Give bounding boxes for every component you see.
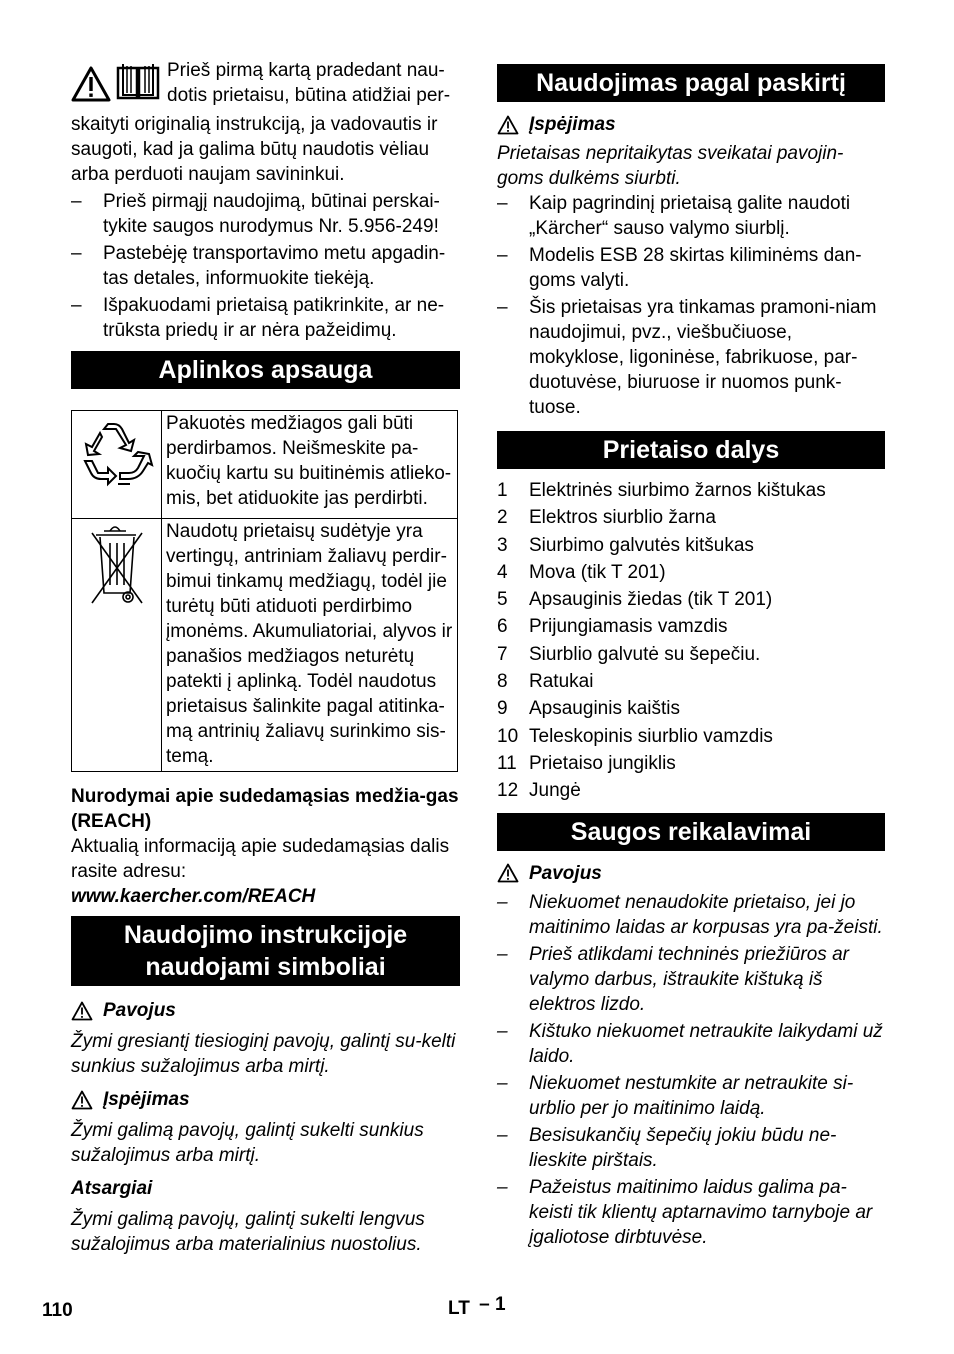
- table-row: [72, 519, 458, 772]
- reach-text: Aktualią informaciją apie sudedamąsias dalis rasite adresu:: [71, 836, 450, 882]
- language-code: LT: [448, 1298, 470, 1319]
- part-label: Prietaiso jungiklis: [529, 752, 676, 774]
- safety-warning-heading: [497, 861, 885, 886]
- right-column: [497, 64, 885, 1252]
- part-number: 4: [497, 561, 508, 583]
- list-item: [497, 668, 885, 695]
- part-number: 11: [497, 752, 517, 774]
- safety-warning-label: Pavojus: [529, 862, 602, 884]
- section-heading-safety: Saugos reikalavimai: [497, 813, 885, 851]
- list-item: – Išpakuodami prietaisą patikrinkite, ar ne-trūksta priedų ir ar nėra pažeidimų.: [71, 293, 460, 343]
- symbol-item: [71, 1176, 460, 1257]
- manual-book-icon: [115, 62, 161, 102]
- intro-block: [71, 58, 460, 187]
- symbol-heading: [71, 998, 460, 1023]
- symbol-label: Pavojus: [103, 1000, 176, 1021]
- warning-triangle-icon: [497, 863, 519, 883]
- symbol-heading: [71, 1087, 460, 1112]
- crossed-bin-icon: [72, 519, 161, 609]
- symbol-text: Žymi galimą pavojų, galintį sukelti lengvus sužalojimus arba materialinius nuostolius.: [71, 1209, 425, 1255]
- symbol-heading: [71, 1176, 460, 1201]
- intro-bullet-list: [71, 189, 460, 343]
- recycle-icon: [72, 411, 161, 511]
- list-item: – Prieš pirmąjį naudojimą, būtinai perskai-tykite saugos nurodymus Nr. 5.956-249!: [71, 189, 460, 239]
- safety-bullet-list: [497, 890, 885, 1250]
- symbol-text: Žymi gresiantį tiesioginį pavojų, galintį su-kelti sunkius sužalojimus arba mirtį.: [71, 1031, 456, 1077]
- part-number: 12: [497, 780, 519, 802]
- list-item: – Besisukančių šepečių jokiu būdu ne-lieskite pirštais.: [497, 1123, 885, 1173]
- part-label: Elektros siurblio žarna: [529, 507, 716, 529]
- section-heading-intended-use: Naudojimas pagal paskirtį: [497, 64, 885, 102]
- symbol-label: Atsargiai: [71, 1178, 153, 1199]
- list-item: [497, 750, 885, 777]
- reach-url: www.kaercher.com/REACH: [71, 886, 316, 907]
- use-warning-heading: [497, 112, 885, 137]
- warning-triangle-icon: [497, 115, 519, 135]
- part-label: Siurbimo galvutės kitšukas: [529, 534, 754, 556]
- part-label: Mova (tik T 201): [529, 561, 666, 583]
- section-heading-parts: Prietaiso dalys: [497, 431, 885, 469]
- list-item: [497, 504, 885, 531]
- warning-triangle-icon: [71, 1090, 93, 1110]
- list-item: [497, 586, 885, 613]
- part-label: Elektrinės siurbimo žarnos kištukas: [529, 480, 826, 501]
- part-label: Jungė: [529, 780, 581, 802]
- intro-icons: [71, 62, 163, 112]
- section-heading-symbols: Naudojimo instrukcijoje naudojami simboliai: [71, 916, 460, 986]
- table-cell-text: Pakuotės medžiagos gali būti perdirbamos. Neišmeskite pa-kuočių kartu su buitinėmis atlieko-mis, bet atiduokite jas perdirbti.: [162, 411, 458, 519]
- part-label: Apsauginis kaištis: [529, 698, 681, 720]
- symbol-item: [71, 1087, 460, 1168]
- list-item: [497, 477, 885, 504]
- use-warning-text: Prietaisas nepritaikytas sveikatai pavojin-goms dulkėms siurbti.: [497, 143, 844, 189]
- intro-line-2: dotis prietaisu, būtina atidžiai per-: [167, 85, 451, 106]
- list-item: [497, 723, 885, 750]
- list-item: – Niekuomet nenaudokite prietaiso, jei jo maitinimo laidas ar korpusas yra pa-žeisti.: [497, 890, 885, 940]
- sub-page-number: – 1: [479, 1294, 506, 1315]
- list-item: – Niekuomet nestumkite ar netraukite si-urblio per jo maitinimo laidą.: [497, 1071, 885, 1121]
- environment-table: [71, 410, 458, 772]
- symbol-text: Žymi galimą pavojų, galintį sukelti sunkius sužalojimus arba mirtį.: [71, 1120, 424, 1166]
- parts-list: [497, 477, 885, 805]
- part-number: 3: [497, 534, 508, 556]
- part-number: 1: [497, 480, 508, 501]
- reach-heading: Nurodymai apie sudedamąsias medžia-gas (REACH): [71, 786, 459, 832]
- part-number: 7: [497, 643, 508, 665]
- section-heading-environment: Aplinkos apsauga: [71, 351, 460, 389]
- part-number: 6: [497, 616, 508, 638]
- list-item: [497, 559, 885, 586]
- footer-language: [448, 1296, 506, 1321]
- intro-text: skaityti originalią instrukciją, ja vadovautis ir saugoti, kad ja galima būtų naudotis vėliau arba perduoti naujam savininkui.: [71, 114, 438, 185]
- part-number: 5: [497, 589, 508, 611]
- list-item: – Kištuko niekuomet netraukite laikydami už laido.: [497, 1019, 885, 1069]
- list-item: – Modelis ESB 28 skirtas kiliminėms dan-goms valyti.: [497, 243, 885, 293]
- part-label: Prijungiamasis vamzdis: [529, 616, 728, 638]
- part-number: 10: [497, 725, 519, 747]
- symbol-item: [71, 998, 460, 1079]
- table-cell-text: Naudotų prietaisų sudėtyje yra vertingų, antriniam žaliavų perdir-bimui tinkamų medžiagų, todėl jie turėtų būti atiduoti perdirbimo įmonėms. Akumuliatoriai, alyvos ir panašios medžiagos neturėtų patekti į aplinką. Todėl naudotus prietaisus šalinkite pagal atitinka-mą antrinių žaliavų surinkimo sis-temą.: [162, 519, 458, 772]
- table-row: [72, 411, 458, 519]
- part-label: Apsauginis žiedas (tik T 201): [529, 589, 773, 611]
- list-item: – Šis prietaisas yra tinkamas pramoni-niam naudojimui, pvz., viešbučiuose, mokyklose, ligoninėse, fabrikuose, par-duotuvėse, biuruose ir nuomos punk-tuose.: [497, 295, 885, 420]
- part-label: Siurblio galvutė su šepečiu.: [529, 643, 761, 665]
- list-item: – Pastebėję transportavimo metu apgadin-tas detales, informuokite tiekėją.: [71, 241, 460, 291]
- part-label: Ratukai: [529, 671, 594, 693]
- page-number: 110: [42, 1300, 73, 1321]
- symbol-label: Įspėjimas: [103, 1089, 190, 1110]
- part-number: 2: [497, 507, 508, 529]
- table-cell-icon: [72, 411, 162, 519]
- left-column: [71, 58, 460, 1257]
- warning-triangle-icon: [71, 66, 111, 102]
- part-number: 8: [497, 671, 508, 693]
- part-number: 9: [497, 698, 508, 720]
- use-warning-label: Įspėjimas: [529, 114, 616, 135]
- warning-triangle-icon: [71, 1001, 93, 1021]
- table-cell-icon: [72, 519, 162, 772]
- list-item: – Prieš atlikdami techninės priežiūros ar valymo darbus, ištraukite kištuką iš elektros lizdo.: [497, 942, 885, 1017]
- list-item: [497, 641, 885, 668]
- list-item: – Kaip pagrindinį prietaisą galite naudoti „Kärcher“ sauso valymo siurblį.: [497, 191, 885, 241]
- list-item: [497, 532, 885, 559]
- use-bullet-list: [497, 191, 885, 420]
- list-item: [497, 695, 885, 722]
- list-item: – Pažeistus maitinimo laidus galima pa-keisti tik klientų aptarnavimo tarnyboje ar įgaliotose dirbtuvėse.: [497, 1175, 885, 1250]
- part-label: Teleskopinis siurblio vamzdis: [529, 725, 773, 747]
- intro-line-1: Prieš pirmą kartą pradedant nau-: [167, 60, 445, 81]
- list-item: [497, 613, 885, 640]
- list-item: [497, 777, 885, 804]
